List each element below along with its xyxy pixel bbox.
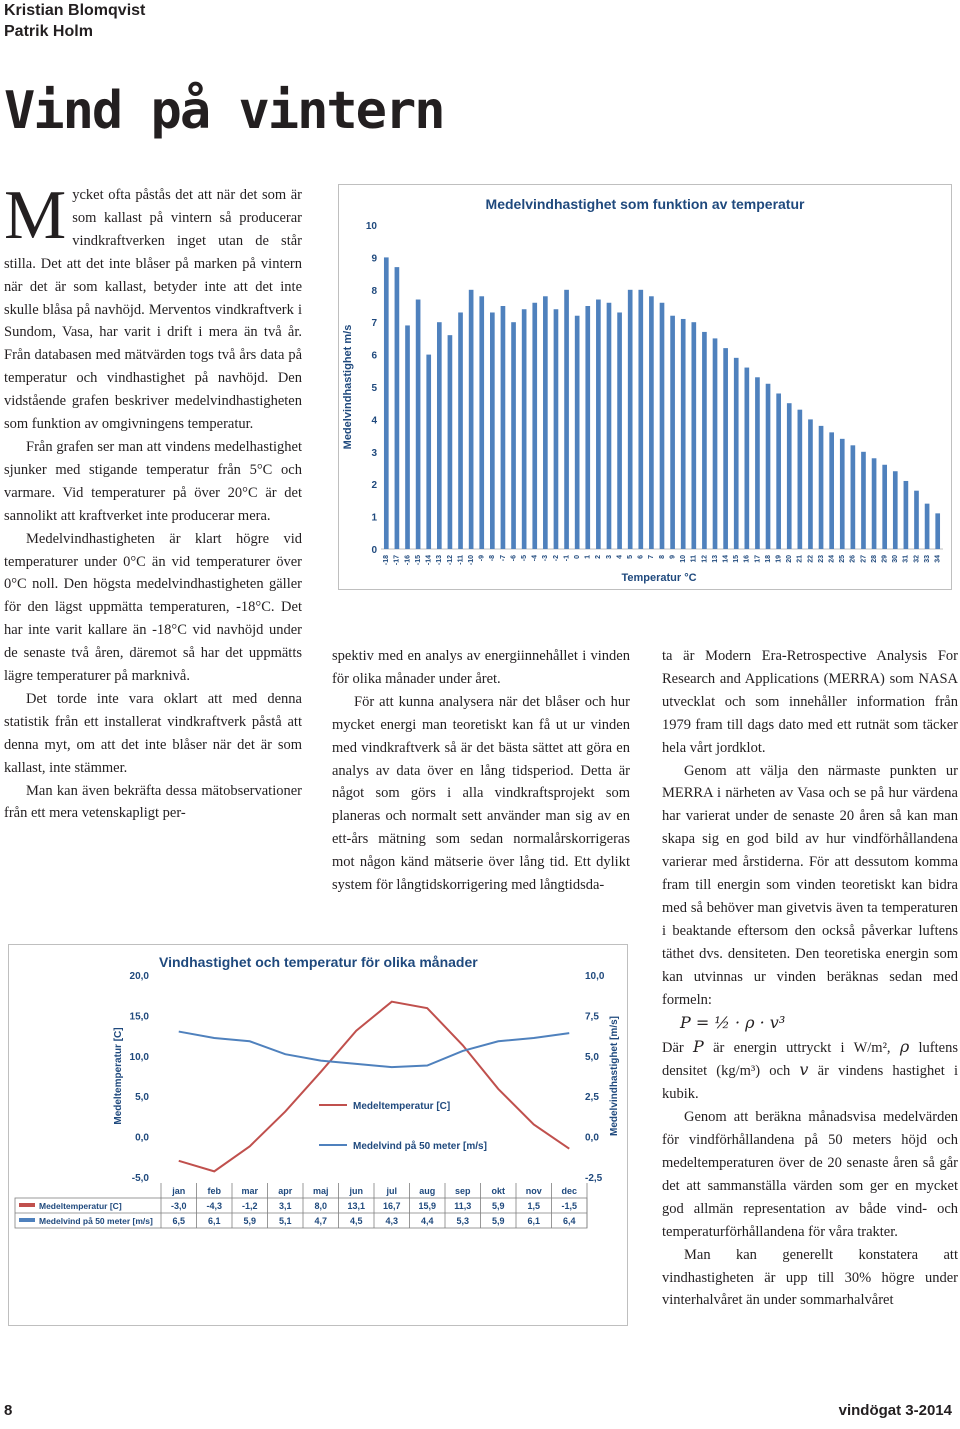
- y1-tick-label: 5,0: [135, 1092, 149, 1104]
- bar: [532, 303, 537, 549]
- y-tick-label: 5: [371, 383, 377, 394]
- x-tick-label: -1: [563, 555, 571, 562]
- author-name: Patrik Holm: [4, 23, 93, 40]
- text: luftens densitet (kg/m³) och: [662, 1039, 958, 1080]
- x-tick-label: 2: [595, 555, 603, 559]
- bar: [575, 316, 580, 549]
- x-tick-label: 26: [849, 555, 857, 563]
- wind-value-label: 6,5: [172, 1216, 186, 1226]
- wind-value-label: 5,1: [278, 1216, 292, 1226]
- bar: [660, 303, 665, 549]
- bar: [405, 325, 410, 549]
- wind-value-label: 4,3: [385, 1216, 399, 1226]
- table-wind-swatch: [19, 1218, 35, 1222]
- y2-axis-label: Medelvindhastighet [m/s]: [609, 1015, 620, 1137]
- temp-value-label: 15,9: [418, 1201, 437, 1211]
- x-tick-label: 21: [796, 555, 804, 563]
- paragraph: [4, 177, 302, 436]
- bar: [596, 300, 601, 549]
- y2-tick-label: 10,0: [585, 971, 605, 982]
- x-tick-label: -13: [436, 555, 444, 566]
- x-tick-label: 7: [648, 555, 656, 559]
- wind-value-label: 5,3: [456, 1216, 470, 1226]
- power-formula: P = ½ · ρ · v³: [680, 1012, 786, 1032]
- formula-var: v: [799, 1060, 809, 1080]
- bar: [755, 377, 760, 549]
- x-tick-label: 4: [616, 555, 624, 559]
- month-label: sep: [454, 1186, 471, 1196]
- bar: [829, 432, 834, 549]
- x-tick-label: 18: [764, 555, 772, 563]
- x-tick-label: -8: [489, 555, 497, 562]
- month-label: jan: [172, 1186, 186, 1196]
- temp-value-label: 1,5: [527, 1201, 541, 1211]
- x-tick-label: 13: [711, 555, 719, 563]
- bar: [861, 452, 866, 549]
- bar: [426, 355, 431, 549]
- bar: [469, 290, 474, 549]
- x-tick-label: 10: [680, 555, 688, 563]
- line-chart-monthly: [8, 944, 628, 1326]
- authors: [4, 0, 145, 42]
- x-tick-label: 28: [870, 555, 878, 563]
- bar: [819, 426, 824, 549]
- bar: [564, 290, 569, 549]
- x-tick-label: -7: [499, 555, 507, 562]
- x-tick-label: 33: [923, 555, 931, 563]
- x-tick-label: -17: [393, 555, 401, 566]
- bar: [522, 309, 527, 549]
- y1-tick-label: 0,0: [135, 1132, 149, 1144]
- x-tick-label: -5: [520, 555, 528, 562]
- temp-value-label: 8,0: [314, 1201, 328, 1211]
- bar: [893, 471, 898, 549]
- x-tick-label: 5: [627, 555, 635, 559]
- month-label: jun: [349, 1186, 363, 1196]
- wind-value-label: 5,9: [491, 1216, 505, 1226]
- x-tick-label: 19: [775, 555, 783, 563]
- bar: [723, 348, 728, 549]
- text: Där: [662, 1039, 694, 1056]
- bar: [851, 445, 856, 549]
- wind-value-label: 6,4: [562, 1216, 576, 1226]
- bar: [670, 316, 675, 549]
- y1-axis-label: Medeltemperatur [C]: [113, 1027, 124, 1125]
- bar-chart-wind-vs-temperature: [338, 184, 952, 590]
- page-number: 8: [4, 1402, 13, 1419]
- chart-title: Vindhastighet och temperatur för olika månader: [159, 954, 478, 970]
- month-label: okt: [491, 1186, 505, 1196]
- text: är vindens hastighet i kubik.: [662, 1063, 958, 1103]
- table-row-header: Medeltemperatur [C]: [39, 1201, 122, 1211]
- table-temp-swatch: [19, 1203, 35, 1207]
- y1-tick-label: 10,0: [129, 1051, 149, 1063]
- y-tick-label: 3: [371, 447, 377, 459]
- y2-tick-label: 2,5: [585, 1092, 599, 1104]
- x-tick-label: -16: [404, 555, 412, 566]
- x-tick-label: -18: [383, 555, 391, 566]
- bar: [479, 296, 484, 549]
- bar: [744, 368, 749, 549]
- x-tick-label: -2: [552, 555, 560, 562]
- temp-value-label: 13,1: [347, 1201, 366, 1211]
- bar: [904, 481, 909, 549]
- month-label: nov: [525, 1186, 542, 1196]
- x-tick-label: -12: [446, 555, 454, 566]
- bar: [925, 504, 930, 549]
- bar: [808, 419, 813, 549]
- legend-wind-label: Medelvind på 50 meter [m/s]: [353, 1141, 487, 1152]
- y-tick-label: 10: [365, 221, 377, 232]
- x-tick-label: 34: [934, 555, 942, 563]
- paragraph: ta är Modern Era-Retrospective Analysis For Research and Applications (MERRA) som NASA utvecklat och som innehåller information från 1979 fram till dags dato med ett rutnät som täcker hela vårt jordklot.: [662, 648, 958, 756]
- bar: [458, 312, 463, 549]
- column-3: [662, 645, 958, 1312]
- x-tick-label: 6: [637, 555, 645, 559]
- y2-tick-label: 0,0: [585, 1132, 599, 1144]
- x-tick-label: 30: [892, 555, 900, 563]
- x-tick-label: -9: [478, 555, 486, 562]
- x-tick-label: 0: [574, 555, 582, 559]
- bar-chart-svg: [339, 185, 951, 589]
- x-tick-label: 23: [817, 555, 825, 563]
- x-tick-label: 24: [828, 555, 836, 563]
- wind-value-label: 6,1: [207, 1216, 221, 1226]
- wind-value-label: 6,1: [527, 1216, 541, 1226]
- x-tick-label: -14: [425, 555, 433, 566]
- y-tick-label: 0: [371, 545, 377, 556]
- bar: [882, 465, 887, 549]
- wind-series-line: [179, 1032, 570, 1068]
- bar: [511, 322, 516, 549]
- month-label: feb: [207, 1186, 221, 1196]
- bar: [501, 306, 506, 549]
- bar: [649, 296, 654, 549]
- bar: [702, 332, 707, 549]
- legend-temp-label: Medeltemperatur [C]: [353, 1101, 451, 1112]
- bar: [872, 458, 877, 549]
- x-tick-label: 25: [839, 555, 847, 563]
- bar: [914, 491, 919, 549]
- paragraph: Man kan generellt konstatera att vindhastigheten är upp till 30% högre under vinterhalvåret än under sommarhalvåret: [662, 1246, 958, 1309]
- x-tick-label: 14: [722, 555, 730, 563]
- x-tick-label: -3: [542, 555, 550, 562]
- x-tick-label: 12: [701, 555, 709, 563]
- y-tick-label: 4: [371, 415, 377, 427]
- paragraph-text: ycket ofta påstås det att när det som är som kallast på vintern så producerar vindkraftverken inget utan de står stilla. Det att det inte blåser på marken på vintern när det är som kallast, betyder inte att det inte skulle blåsa på navhöjd. Merventos vindkraftverk i Sundom, Vasa, har varit i drift i mera än två år. Från databasen med mätvärden togs två års data på temperatur och vindhastighet på navhöjd. Den vidstående grafen beskriver medelvindhastigheten som funktion av omgivningens temperatur.: [4, 187, 302, 433]
- bar: [840, 439, 845, 549]
- bar: [395, 267, 400, 549]
- table-row-header: Medelvind på 50 meter [m/s]: [39, 1216, 153, 1226]
- x-tick-label: 16: [743, 555, 751, 563]
- temp-value-label: -1,5: [561, 1201, 578, 1211]
- paragraph: [662, 1036, 958, 1107]
- bar: [543, 296, 548, 549]
- paragraph: Genom att välja den närmaste punkten ur MERRA i närheten av Vasa och se på hur värdena har varierat under de senaste 20 åren så kan man skapa sig en god bild av hur vindförhållandena varierar med årstiderna. För att dessutom komma fram till energin som vinden teoretiskt kan bidra med så behöver man givetvis även ta temperaturen i beaktande eftersom den också påverkar luftens täthet dvs. densiteten. Den teoretiska energin som kan utvinnas ur vinden beräknas sedan med formeln:: [662, 762, 958, 1008]
- y1-tick-label: 20,0: [129, 971, 149, 982]
- x-tick-label: 32: [913, 555, 921, 563]
- x-tick-label: 22: [807, 555, 815, 563]
- bar: [416, 300, 421, 549]
- x-tick-label: 8: [658, 555, 666, 559]
- bar: [734, 358, 739, 549]
- bar: [681, 319, 686, 549]
- temp-value-label: -4,3: [206, 1201, 223, 1211]
- wind-value-label: 4,5: [349, 1216, 363, 1226]
- x-tick-label: 1: [584, 555, 592, 559]
- bar: [787, 403, 792, 549]
- x-tick-label: 31: [902, 555, 910, 563]
- y-tick-label: 7: [371, 318, 377, 330]
- drop-cap: M: [4, 177, 67, 254]
- x-tick-label: 29: [881, 555, 889, 563]
- y-tick-label: 9: [371, 253, 377, 265]
- bar: [766, 384, 771, 549]
- article-title: Vind på vintern: [4, 81, 444, 141]
- paragraph: Det torde inte vara oklart att med denna statistik från ett installerat vindkraftverk påstå att denna myt, om att det inte blåser när det är som kallast, inte stämmer.: [4, 690, 302, 776]
- x-tick-label: 27: [860, 555, 868, 563]
- bar: [691, 322, 696, 549]
- column-1: [4, 177, 302, 825]
- x-tick-label: -4: [531, 555, 539, 562]
- bar: [638, 290, 643, 549]
- line-chart-svg: [9, 945, 627, 1325]
- bar: [585, 306, 590, 549]
- y2-tick-label: -2,5: [585, 1173, 603, 1184]
- month-label: jul: [386, 1186, 397, 1196]
- formula-var: ρ: [899, 1036, 910, 1056]
- author-name: Kristian Blomqvist: [4, 2, 146, 19]
- bar: [798, 410, 803, 549]
- text: är energin uttryckt i W/m²,: [703, 1039, 900, 1056]
- bar: [490, 312, 495, 549]
- paragraph: Medelvindhastigheten är klart högre vid temperaturer under 0°C än vid temperaturer över 0°C noll. Den högsta medelvindhastigheten gäller för den lägst uppmätta temperaturen, -18°C. Det har inte varit kallare än -18°C vid navhöjd under de senaste två åren, däremot så har det uppmätts lägre temperaturer på marknivå.: [4, 530, 302, 685]
- bar: [554, 309, 559, 549]
- paragraph: Från grafen ser man att vindens medelhastighet sjunker med stigande temperatur från 5°C och varmare. Vid temperaturer på över 20°C är det sannolikt att kraftverket inte producerar mera.: [4, 438, 302, 524]
- x-tick-label: 11: [690, 555, 698, 563]
- y-axis-label: Medelvindhastighet m/s: [342, 324, 354, 450]
- publication-name: vindögat 3-2014: [838, 1402, 952, 1419]
- y-tick-label: 2: [371, 480, 377, 492]
- x-tick-label: 17: [754, 555, 762, 563]
- wind-value-label: 4,4: [420, 1216, 434, 1226]
- bar: [713, 338, 718, 549]
- temp-value-label: 3,1: [278, 1201, 292, 1211]
- bar: [776, 393, 781, 549]
- bar: [628, 290, 633, 549]
- bar: [935, 513, 940, 549]
- wind-value-label: 5,9: [243, 1216, 257, 1226]
- y-tick-label: 6: [371, 350, 377, 362]
- x-tick-label: 3: [605, 555, 613, 559]
- temp-value-label: -3,0: [170, 1201, 187, 1211]
- y1-tick-label: -5,0: [131, 1173, 149, 1184]
- bar: [384, 257, 389, 549]
- chart-title: Medelvindhastighet som funktion av temperatur: [485, 196, 805, 212]
- x-tick-label: -6: [510, 555, 518, 562]
- x-tick-label: -15: [414, 555, 422, 566]
- bar: [607, 303, 612, 549]
- bar: [437, 322, 442, 549]
- bar: [617, 312, 622, 549]
- x-tick-label: -11: [457, 555, 465, 565]
- temp-value-label: -1,2: [241, 1201, 258, 1211]
- paragraph: För att kunna analysera när det blåser och hur mycket energi man teoretiskt kan få ut ur vinden med vindkraftverk så är det bästa sättet att göra en analys av data över en lång tidsperiod. Detta är något som görs i alla vindkraftsprojekt som planeras och normalt sett använder man sig av en ett-års mätning som sedan normalårskorrigeras mot någon känd mätserie över lång tid. Ett dylikt system för långtidskorrigering med långtidsda-: [332, 693, 630, 894]
- paragraph: spektiv med en analys av energiinnehållet i vinden för olika månader under året.: [332, 648, 630, 687]
- y2-tick-label: 7,5: [585, 1011, 599, 1023]
- month-label: aug: [419, 1186, 436, 1196]
- month-label: apr: [278, 1186, 293, 1196]
- paragraph: Man kan även bekräfta dessa mätobservationer från ett mera vetenskapligt per-: [4, 782, 302, 822]
- column-2: [332, 645, 630, 897]
- wind-value-label: 4,7: [314, 1216, 328, 1226]
- x-axis-label: Temperatur °C: [621, 572, 697, 584]
- month-label: mar: [241, 1186, 259, 1196]
- y2-tick-label: 5,0: [585, 1051, 599, 1063]
- month-label: dec: [561, 1186, 578, 1196]
- x-tick-label: 20: [786, 555, 794, 563]
- paragraph: Genom att beräkna månadsvisa medelvärden för vindförhållandena på 50 meters höjd och medeltemperaturen över de 20 senaste åren så går det att sammanställa värden som ger en mycket god allmän representation av både vind- och temperaturförhållandena för våra trakter.: [662, 1109, 958, 1240]
- y1-tick-label: 15,0: [129, 1011, 149, 1023]
- x-tick-label: 9: [669, 555, 677, 559]
- y-tick-label: 8: [371, 285, 377, 297]
- x-tick-label: -10: [467, 555, 475, 566]
- month-label: maj: [312, 1186, 329, 1196]
- y-tick-label: 1: [371, 512, 377, 524]
- bar: [448, 335, 453, 549]
- temp-value-label: 16,7: [382, 1201, 401, 1211]
- temp-value-label: 5,9: [491, 1201, 505, 1211]
- x-tick-label: 15: [733, 555, 741, 563]
- temp-value-label: 11,3: [454, 1201, 472, 1211]
- formula-var: P: [693, 1036, 704, 1056]
